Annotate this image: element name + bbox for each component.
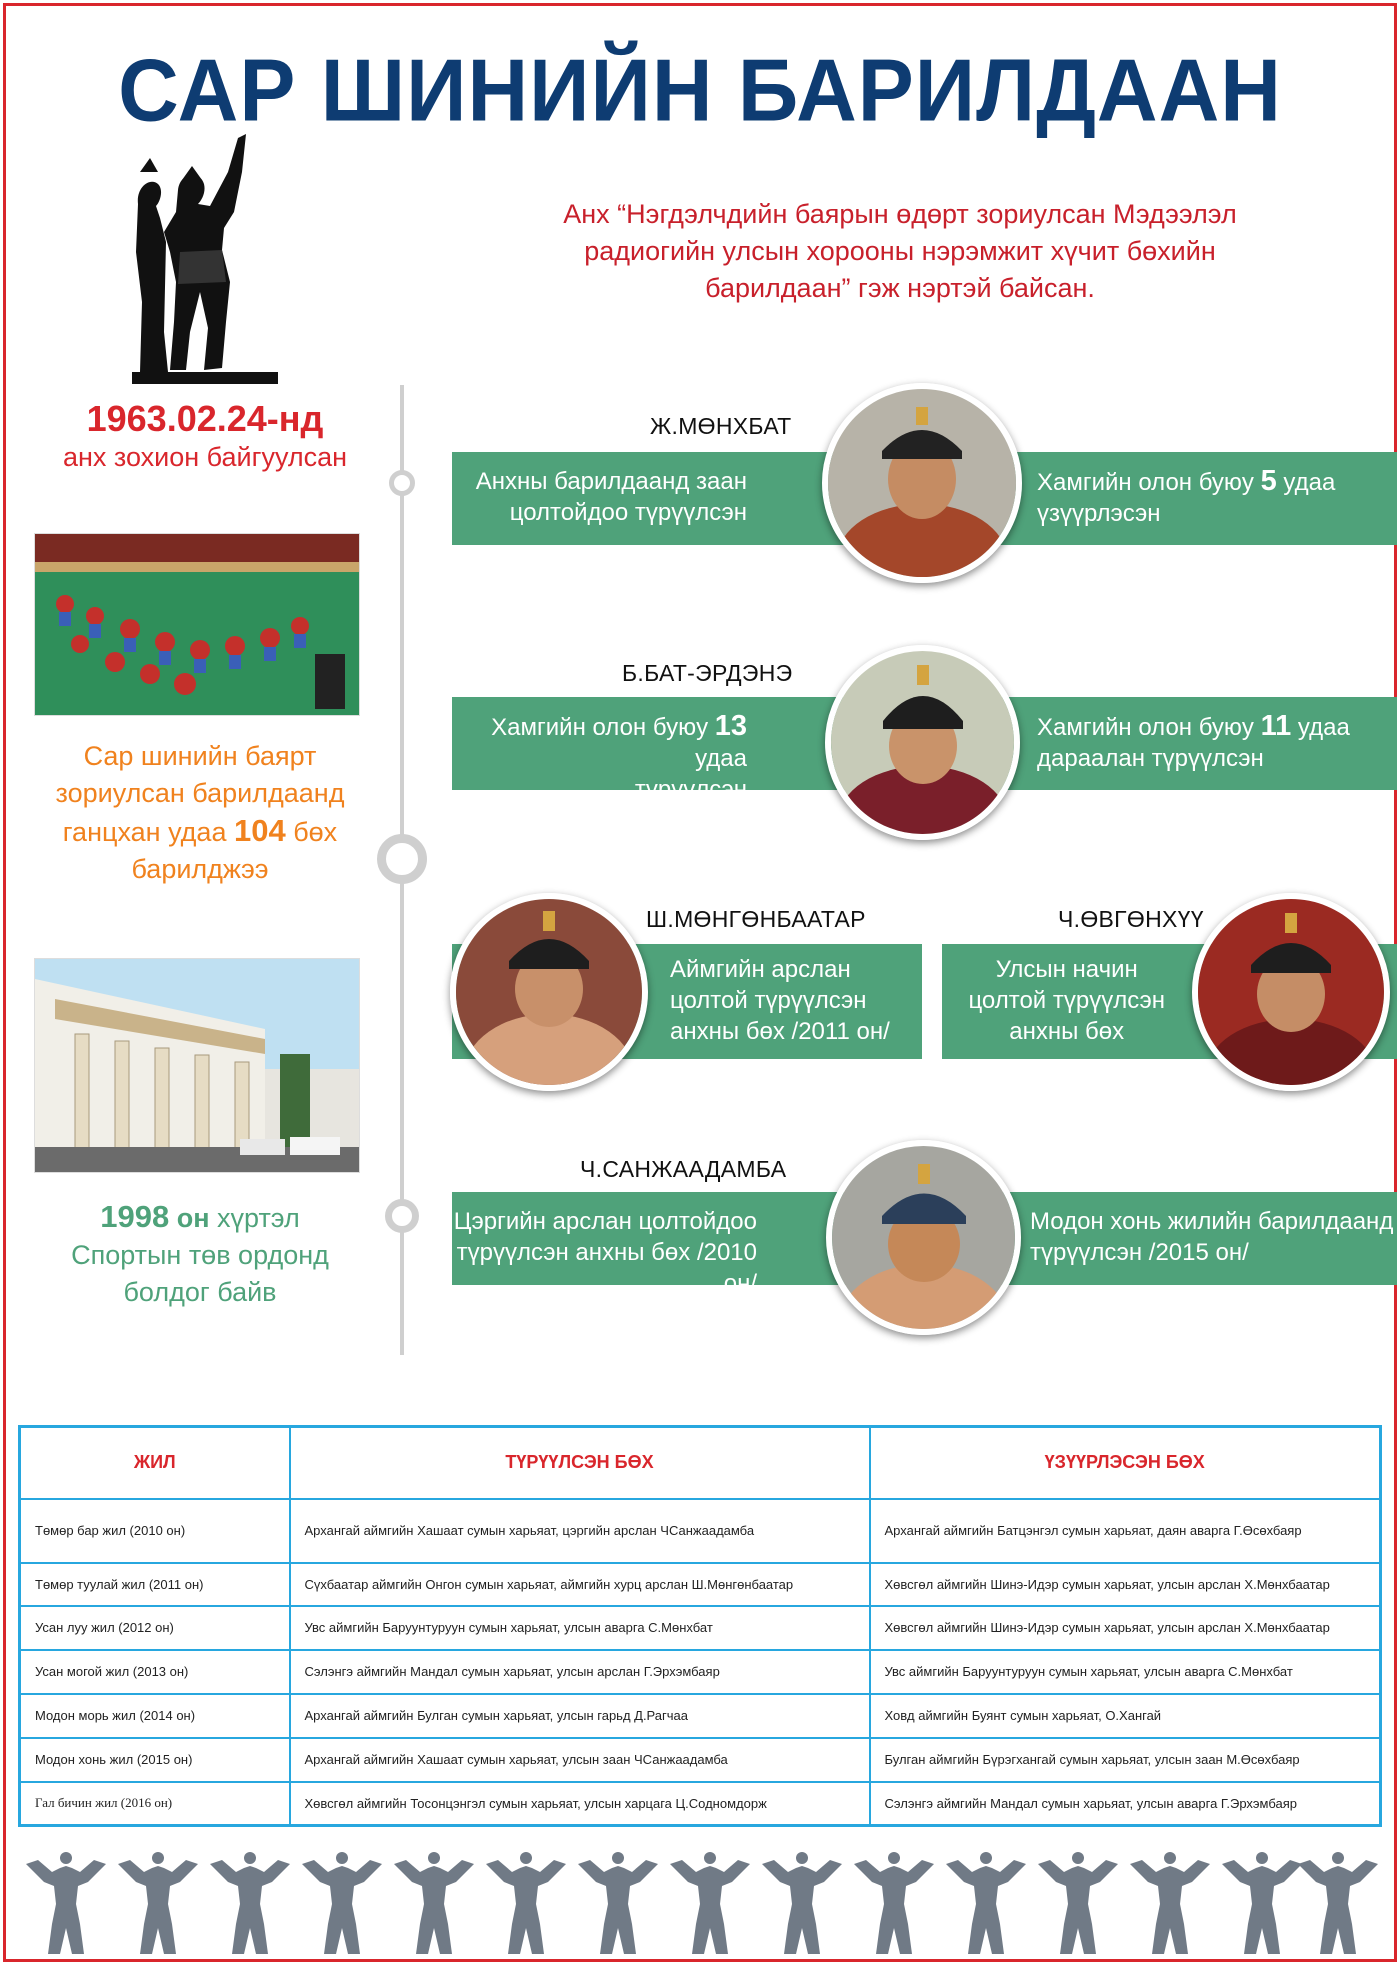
note-line: бөх xyxy=(285,817,338,847)
table-cell: Усан луу жил (2012 он) xyxy=(20,1606,290,1650)
table-cell: Хөвсгөл аймгийн Тосонцэнгэл сумын харьяат, улсын харцага Ц.Содномдорж xyxy=(290,1782,870,1826)
band-text: түрүүлсэн анхны бөх /2010 он/ xyxy=(456,1239,757,1297)
band-text: анхны бөх xyxy=(1009,1018,1125,1045)
note-104-wrestlers xyxy=(30,738,370,888)
timeline-dot xyxy=(385,1199,419,1233)
note-year: 1998 xyxy=(100,1199,170,1234)
band-text: үзүүрлэсэн xyxy=(1037,500,1161,527)
band-text: удаа xyxy=(695,745,747,772)
eagle-dance-silhouettes xyxy=(18,1852,1382,1957)
col-header-year: ЖИЛ xyxy=(20,1427,290,1499)
dancer-silhouette xyxy=(762,1852,842,1954)
dancer-silhouette xyxy=(854,1852,934,1954)
table-row xyxy=(20,1738,1381,1782)
table-cell: Хөвсгөл аймгийн Шинэ-Идэр сумын харьяат, улсын арслан Х.Мөнхбаатар xyxy=(870,1563,1381,1606)
band-text: Хамгийн олон буюу xyxy=(1037,469,1261,496)
dancer-silhouette xyxy=(946,1852,1026,1954)
table-cell: Сэлэнгэ аймгийн Мандал сумын харьяат, улсын арслан Г.Эрхэмбаяр xyxy=(290,1650,870,1694)
timeline-dot xyxy=(377,834,427,884)
table-cell: Төмөр туулай жил (2011 он) xyxy=(20,1563,290,1606)
dancer-silhouette xyxy=(26,1852,106,1954)
table-cell: Төмөр бар жил (2010 он) xyxy=(20,1499,290,1563)
band-text: Модон хонь жилийн барилдаанд xyxy=(1030,1208,1394,1235)
founding-date-caption: анх зохион байгуулсан xyxy=(62,442,348,472)
dancer-silhouette xyxy=(1038,1852,1118,1954)
page-title: САР ШИНИЙН БАРИЛДААН xyxy=(118,40,1282,140)
wrestling-crowd-photo xyxy=(34,533,360,716)
wrestler-name: Б.БАТ-ЭРДЭНЭ xyxy=(622,660,793,686)
results-table xyxy=(18,1425,1382,1827)
band-text: цолтой түрүүлсэн xyxy=(670,987,867,1014)
wrestler-statue-image xyxy=(130,132,280,387)
dancer-silhouette xyxy=(1222,1852,1302,1954)
dancer-silhouette xyxy=(578,1852,658,1954)
wrestler-portrait xyxy=(1192,893,1390,1091)
table-cell: Хөвсгөл аймгийн Шинэ-Идэр сумын харьяат, улсын арслан Х.Мөнхбаатар xyxy=(870,1606,1381,1650)
band-text: Аймгийн арслан xyxy=(670,956,851,983)
table-cell: Архангай аймгийн Хашаат сумын харьяат, цэргийн арслан ЧСанжаадамба xyxy=(290,1499,870,1563)
wrestler-portrait xyxy=(825,645,1020,840)
band-text: анхны бөх /2011 он/ xyxy=(670,1018,890,1045)
dancer-silhouette xyxy=(394,1852,474,1954)
dancer-silhouette xyxy=(1298,1852,1378,1954)
table-cell: Гал бичин жил (2016 он) xyxy=(20,1782,290,1826)
band-text: Хамгийн олон буюу xyxy=(1037,714,1261,741)
table-cell: Архангай аймгийн Булган сумын харьяат, улсын гарьд Д.Рагчаа xyxy=(290,1694,870,1738)
wrestler-name: Ч.ӨВГӨНХҮҮ xyxy=(1058,906,1204,932)
band-text: дараалан түрүүлсэн xyxy=(1037,745,1264,772)
table-header-row xyxy=(20,1427,1381,1499)
note-1998 xyxy=(30,1198,370,1311)
intro-line: барилдаан” гэж нэртэй байсан. xyxy=(705,273,1095,303)
note-line: болдог байв xyxy=(123,1277,277,1307)
founding-date xyxy=(20,398,390,473)
note-line: Спортын төв ордонд xyxy=(71,1240,329,1270)
note-line: хүртэл xyxy=(209,1203,300,1233)
band-text: Улсын начин xyxy=(995,956,1138,983)
table-row xyxy=(20,1694,1381,1738)
band-text: удаа xyxy=(1291,714,1350,741)
table-cell: Модон хонь жил (2015 он) xyxy=(20,1738,290,1782)
col-header-winner: ТҮРҮҮЛСЭН БӨХ xyxy=(290,1427,870,1499)
intro-line: Анх “Нэгдэлчдийн баярын өдөрт зориулсан Мэдээлэл xyxy=(563,199,1237,229)
table-cell: Архангай аймгийн Батцэнгэл сумын харьяат, даян аварга Г.Өсөхбаяр xyxy=(870,1499,1381,1563)
intro-line: радиогийн улсын хорооны нэрэмжит хүчит бөхийн xyxy=(584,236,1216,266)
col-header-runner-up: ҮЗҮҮРЛЭСЭН БӨХ xyxy=(870,1427,1381,1499)
note-line: Сар шинийн баярт xyxy=(83,741,317,771)
wrestler-portrait xyxy=(450,893,648,1091)
table-cell: Архангай аймгийн Хашаат сумын харьяат, улсын заан ЧСанжаадамба xyxy=(290,1738,870,1782)
table-row xyxy=(20,1782,1381,1826)
wrestler-portrait xyxy=(826,1140,1021,1335)
table-cell: Увс аймгийн Баруунтуруун сумын харьяат, улсын аварга С.Мөнхбат xyxy=(290,1606,870,1650)
table-cell: Сүхбаатар аймгийн Онгон сумын харьяат, аймгийн хурц арслан Ш.Мөнгөнбаатар xyxy=(290,1563,870,1606)
table-row xyxy=(20,1499,1381,1563)
wrestler-name: Ч.САНЖААДАМБА xyxy=(580,1156,787,1182)
dancer-silhouette xyxy=(670,1852,750,1954)
band-text: Анхны барилдаанд заан xyxy=(475,468,747,495)
note-line: ганцхан удаа xyxy=(62,817,234,847)
wrestler-portrait xyxy=(822,383,1022,583)
table-cell: Ховд аймгийн Буянт сумын харьяат, О.Хангай xyxy=(870,1694,1381,1738)
band-text: удаа xyxy=(1276,469,1336,496)
table-row xyxy=(20,1650,1381,1694)
table-cell: Усан могой жил (2013 он) xyxy=(20,1650,290,1694)
band-text: цолтой түрүүлсэн xyxy=(968,987,1165,1014)
note-line: зориулсан барилдаанд xyxy=(55,778,345,808)
sports-palace-photo xyxy=(34,958,360,1173)
band-text: Хамгийн олон буюу xyxy=(491,714,715,741)
table-row xyxy=(20,1563,1381,1606)
wrestler-name: Ж.МӨНХБАТ xyxy=(650,413,792,439)
band-text: түрүүлсэн xyxy=(634,776,747,803)
band-number: 11 xyxy=(1260,710,1292,742)
timeline-dot xyxy=(389,470,415,496)
table-cell: Сэлэнгэ аймгийн Мандал сумын харьяат, улсын аварга Г.Эрхэмбаяр xyxy=(870,1782,1381,1826)
founding-date-value: 1963.02.24-нд xyxy=(86,398,324,439)
table-cell: Модон морь жил (2014 он) xyxy=(20,1694,290,1738)
table-cell: Увс аймгийн Баруунтуруун сумын харьяат, улсын аварга С.Мөнхбат xyxy=(870,1650,1381,1694)
intro-text xyxy=(520,196,1280,307)
table-cell: Булган аймгийн Бүрэгхангай сумын харьяат, улсын заан М.Өсөхбаяр xyxy=(870,1738,1381,1782)
note-number: 104 xyxy=(233,813,286,848)
band-text: Цэргийн арслан цолтойдоо xyxy=(453,1208,757,1235)
band-number: 13 xyxy=(714,710,747,742)
wrestler-name: Ш.МӨНГӨНБААТАР xyxy=(646,906,866,932)
dancer-silhouette xyxy=(302,1852,382,1954)
band-text: түрүүлсэн /2015 он/ xyxy=(1030,1239,1249,1266)
band-text: цолтойдоо түрүүлсэн xyxy=(509,499,747,526)
dancer-silhouette xyxy=(118,1852,198,1954)
band-number: 5 xyxy=(1260,465,1277,497)
dancer-silhouette xyxy=(210,1852,290,1954)
note-line: он xyxy=(169,1203,210,1233)
note-line: барилджээ xyxy=(131,854,269,884)
dancer-silhouette xyxy=(486,1852,566,1954)
table-row xyxy=(20,1606,1381,1650)
dancer-silhouette xyxy=(1130,1852,1210,1954)
